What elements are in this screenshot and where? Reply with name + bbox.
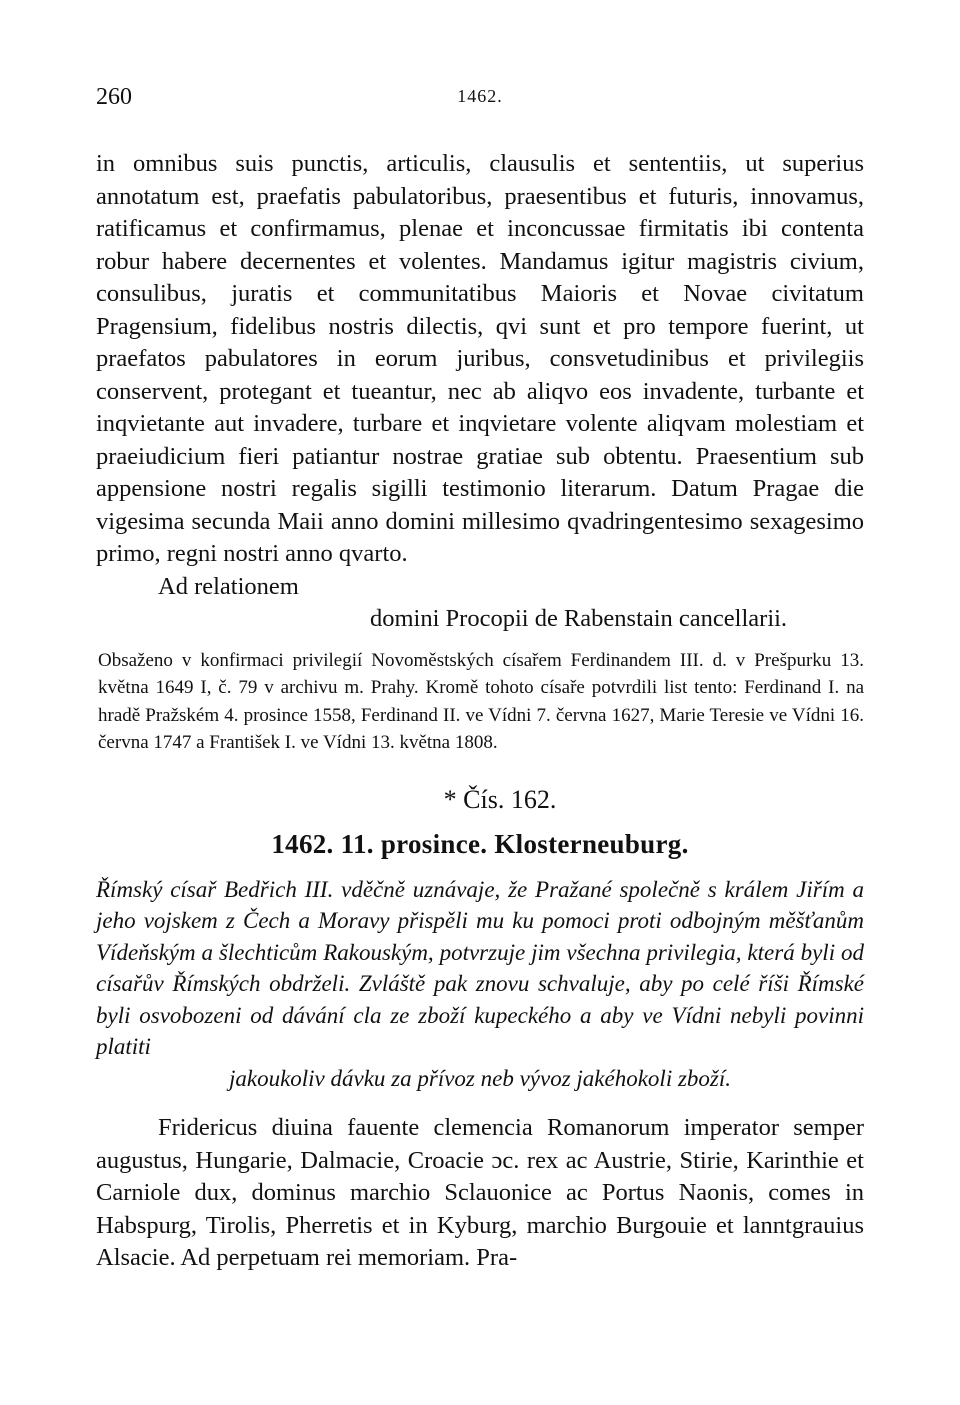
attribution: [96, 571, 864, 635]
attribution-line-2: domini Procopii de Rabenstain cancellarii.: [370, 604, 788, 632]
page-number: 260: [96, 84, 132, 110]
regest-summary: Římský císař Bedřich III. vděčně uznávaje, že Pražané společně s králem Jiřím a jeho vojskem z Čech a Moravy přispěli mu ku pomoci proti odbojným měšťanům Vídeňským a šlechticům Rakouským, potvrzuje jim všechna privilegia, která byli od císařův Římských obdrželi. Zvláště pak znovu schvaluje, aby po celé říši Římské byli osvobozeni od dávání cla ze zboží kupeckého a aby ve Vídni nebyli povinni platiti: [96, 876, 864, 1059]
running-head: 1462.: [457, 86, 503, 106]
charter-text: Fridericus diuina fauente clemencia Romanorum imperator semper augustus, Hungarie, Dalmacie, Croacie ɔc. rex ac Austrie, Stirie, Karinthie et Carniole dux, dominus marchio Sclauonice ac Portus Naonis, comes in Habspurg, Tirolis, Pherretis et in Kyburg, marchio Burgouie et lanntgrauius Alsacie. Ad perpetuam rei memoriam. Pra-: [96, 1114, 864, 1271]
book-page: [96, 84, 864, 1275]
attribution-line-1: Ad relationem: [158, 572, 299, 600]
source-note: Obsaženo v konfirmaci privilegií Novoměstských císařem Ferdinandem III. d. v Prešpurku 13. května 1649 I, č. 79 v archivu m. Prahy. Kromě tohoto císaře potvrdili list tento: Ferdinand I. na hradě Pražském 4. prosince 1558, Ferdinand II. ve Vídni 7. června 1627, Marie Teresie ve Vídni 16. června 1747 a František I. ve Vídni 13. května 1808.: [98, 649, 864, 753]
regest-summary-last-line: jakoukoliv dávku za přívoz neb vývoz jakéhokoli zboží.: [228, 1065, 732, 1091]
document-heading: 1462. 11. prosince. Klosterneuburg.: [271, 828, 689, 859]
document-number: * Čís. 162.: [443, 784, 557, 814]
body-paragraph: in omnibus suis punctis, articulis, clausulis et sententiis, ut superius annotatum est, praefatis pabulatoribus, praesentibus et futuris, innovamus, ratificamus et confirmamus, plenae et inconcussae firmitatis ibi contenta robur habere decernentes et volentes. Mandamus igitur magistris civium, consulibus, juratis et communitatibus Maioris et Novae civitatum Pragensium, fidelibus nostris dilectis, qvi sunt et pro tempore fuerint, ut praefatos pabulatores in eorum juribus, consvetudinibus et privilegiis conservent, protegant et tueantur, nec ab aliqvo eos invadente, turbante et inqvietante aut invadere, turbare et inqvietare volente aliqvam molestiam et praeiudicium fieri patiantur nostrae gratiae sub obtentu. Praesentium sub appensione nostri regalis sigilli testimonio literarum. Datum Pragae die vigesima secunda Maii anno domini millesimo qvadringentesimo sexagesimo primo, regni nostri anno qvarto.: [96, 150, 864, 567]
page-header: [96, 84, 864, 124]
